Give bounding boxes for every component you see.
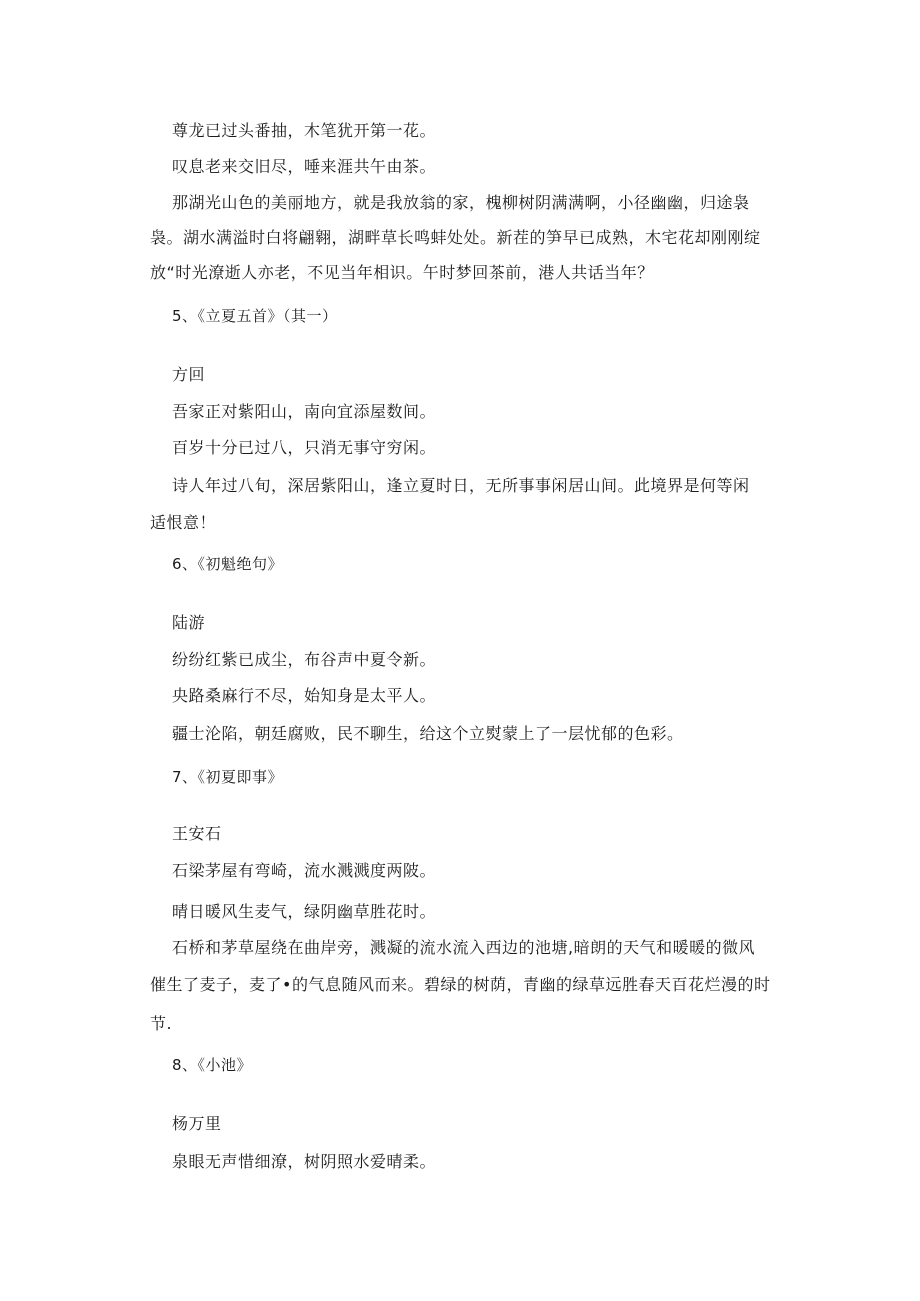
commentary-line: 节.: [150, 1014, 173, 1033]
verse-line: 叹息老来交旧尽，唾来涯共午由茶。: [172, 157, 437, 176]
verse-line: 吾家正对紫阳山，南向宜添屋数间。: [172, 402, 437, 421]
commentary-line: 放“时光潦逝人亦老，不见当年相识。午时梦回茶前，港人共话当年？: [150, 263, 654, 282]
poem-heading: 5、《立夏五首》（其一）: [172, 307, 338, 325]
poem-author: 方回: [172, 365, 206, 384]
verse-line: 百岁十分已过八，只消无事守穷闲。: [172, 438, 437, 457]
commentary-line: 适恨意！: [150, 513, 217, 532]
verse-line: 泉眼无声惜细潦，树阴照水爱晴柔。: [172, 1152, 437, 1171]
commentary-line: 袅。湖水满溢时白将翩翱，湖畔草长鸣蚌处处。新茬的笋早已成熟，木宅花却刚刚绽: [150, 228, 761, 247]
commentary-line: 那湖光山色的美丽地方，就是我放翁的家，槐柳树阴满满啊，小径幽幽，归途袅: [172, 193, 750, 212]
verse-line: 央路桑麻行不尽，始知身是太平人。: [172, 686, 437, 705]
poem-heading: 6、《初魁绝句》: [172, 555, 284, 573]
poem-author: 杨万里: [172, 1114, 222, 1133]
verse-line: 晴日暖风生麦气，绿阴幽草胜花时。: [172, 902, 437, 921]
poem-heading: 7、《初夏即事》: [172, 768, 284, 786]
commentary-line: 石桥和茅草屋绕在曲岸旁，溅凝的流水流入西边的池塘,暗朗的天气和暖暖的微风: [172, 938, 756, 957]
commentary-line: 疆士沦陷，朝廷腐败，民不聊生，给这个立熨蒙上了一层忧郁的色彩。: [172, 724, 684, 743]
poem-author: 王安石: [172, 824, 222, 843]
poem-author: 陆游: [172, 613, 206, 632]
commentary-line: 催生了麦子，麦了•的气息随风而来。碧绿的树荫，青幽的绿草远胜春天百花烂漫的时: [150, 975, 771, 994]
commentary-line: 诗人年过八旬，深居紫阳山，逢立夏时日，无所事事闲居山间。此境界是何等闲: [172, 476, 750, 495]
verse-line: 尊龙已过头番抽，木笔犹开第一花。: [172, 121, 437, 140]
poem-heading: 8、《小池》: [172, 1056, 253, 1074]
verse-line: 纷纷红紫已成尘，布谷声中夏令新。: [172, 650, 437, 669]
verse-line: 石梁茅屋有弯崎，流水溅溅度两陂。: [172, 861, 437, 880]
